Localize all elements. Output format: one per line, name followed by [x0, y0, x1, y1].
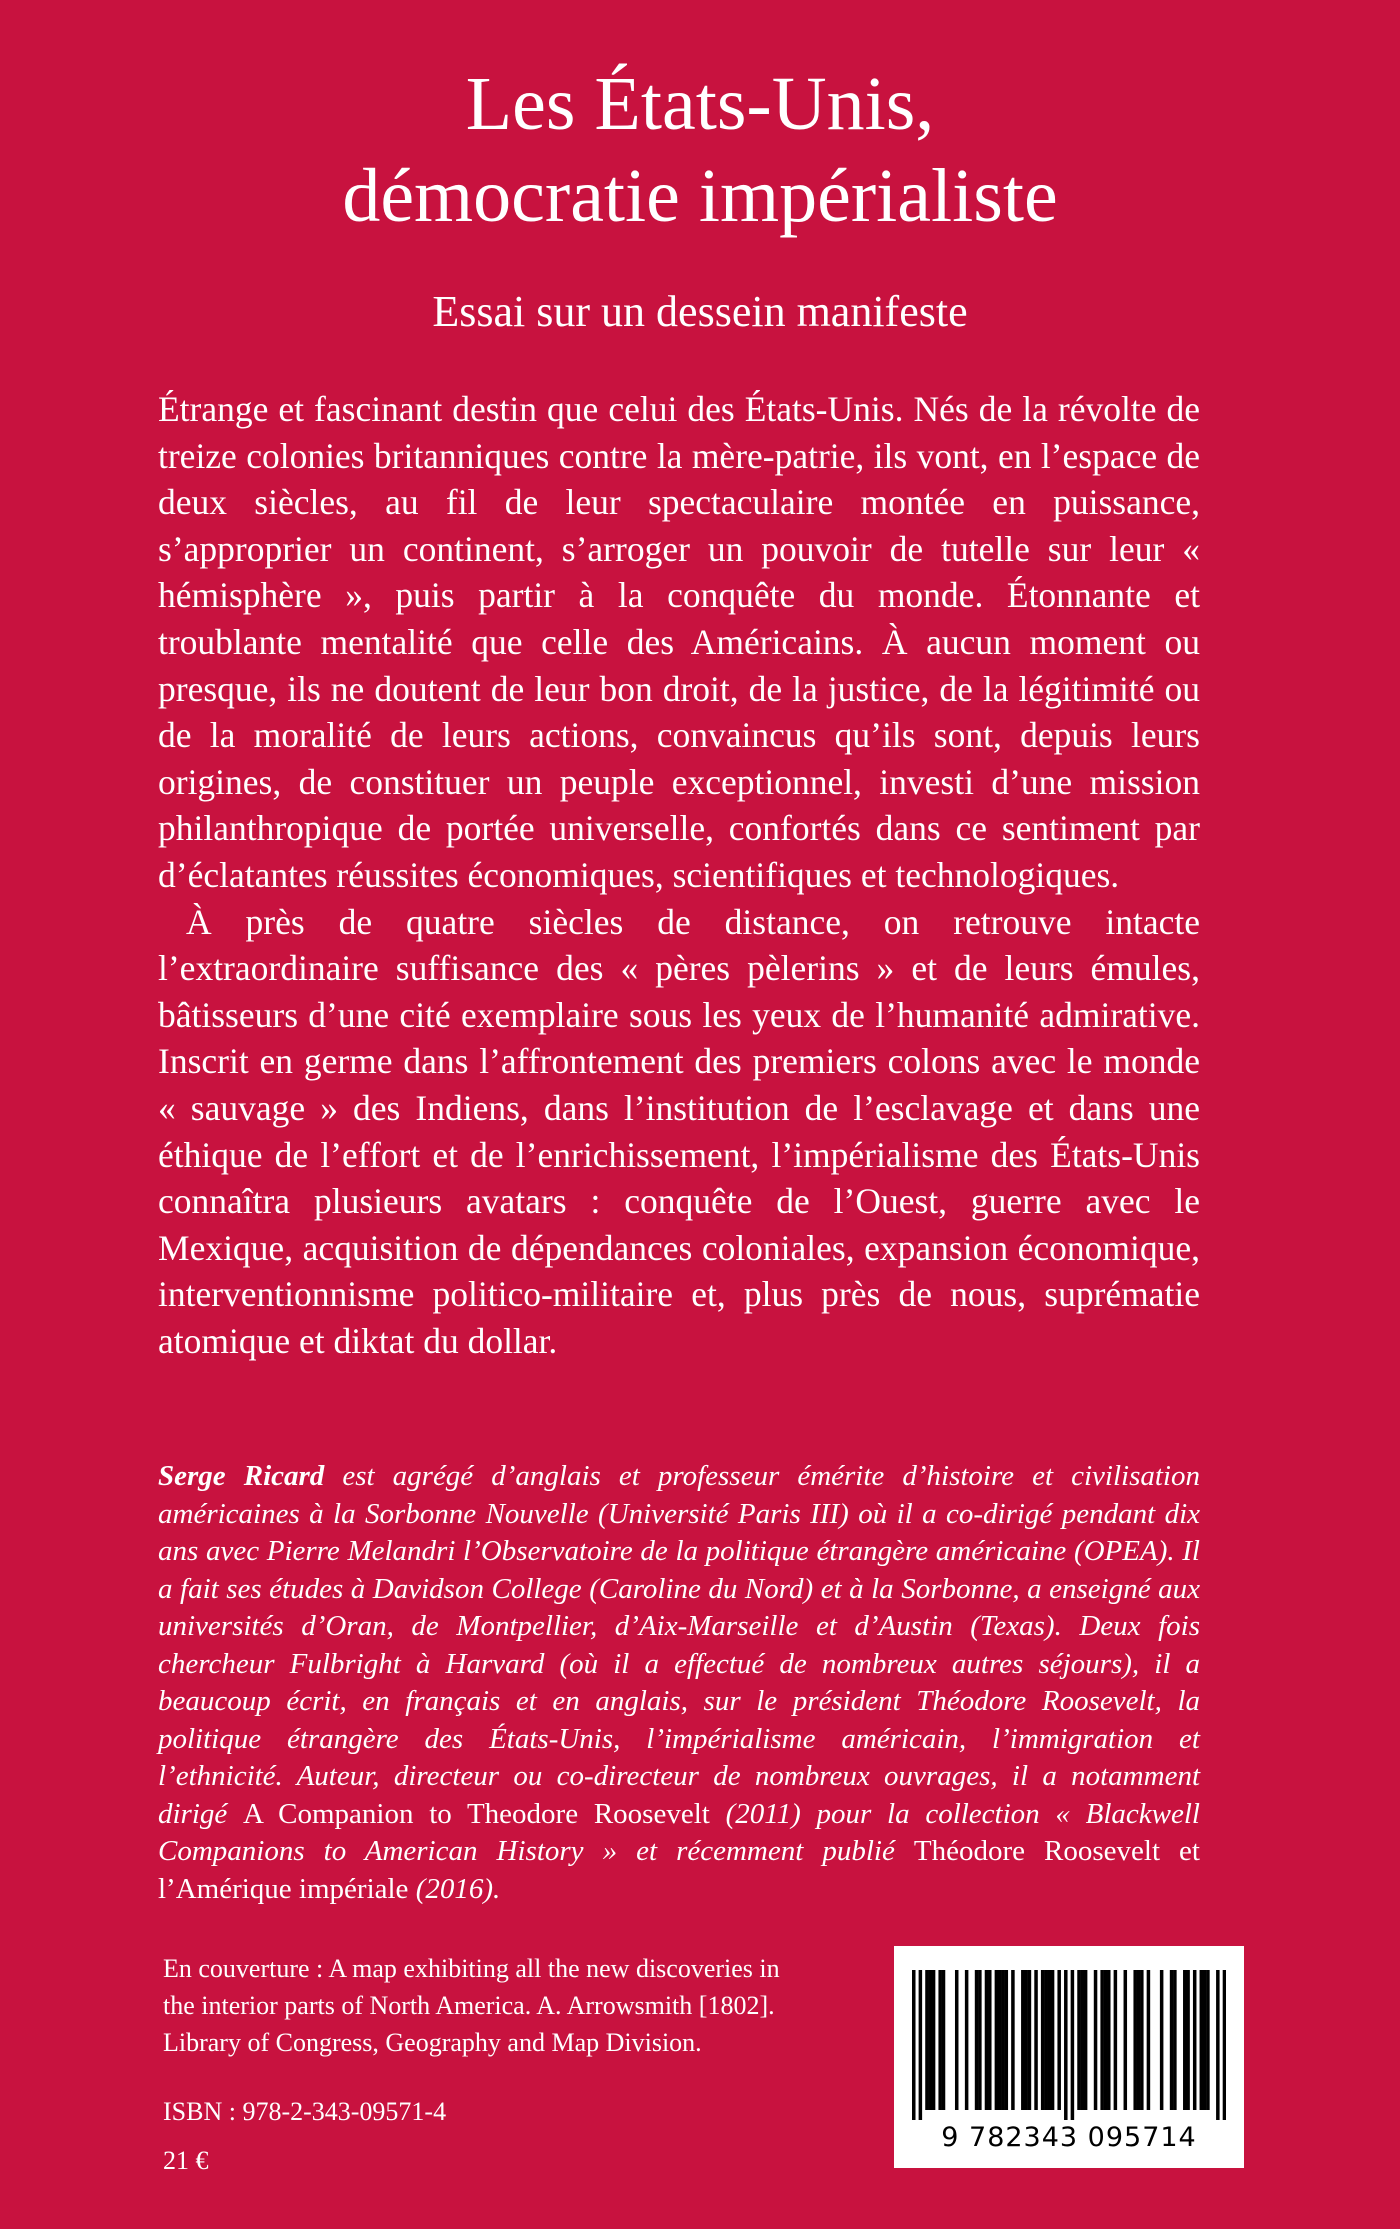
barcode-digits: 9 782343 095714 [941, 2122, 1197, 2153]
barcode-bar [1170, 1970, 1174, 2110]
barcode-bar [1137, 1970, 1141, 2110]
barcode-bar [942, 1970, 946, 2110]
barcode-bar [1077, 1970, 1081, 2110]
barcode-bar [995, 1970, 999, 2110]
blurb [158, 386, 1200, 1364]
barcode-bar [1071, 1970, 1075, 2120]
barcode-bar [1216, 1970, 1220, 2120]
barcode-bar [1186, 1970, 1190, 2110]
barcode-bar [975, 1970, 979, 2110]
barcode-bar [1173, 1970, 1177, 2110]
barcode-icon [912, 1970, 1226, 2120]
barcode-bar [1193, 1970, 1197, 2110]
barcode-bar [932, 1970, 936, 2110]
barcode-bar [1048, 1970, 1052, 2110]
price: 21 € [163, 2146, 209, 2175]
barcode-bar [1147, 1970, 1151, 2110]
barcode-bar [1203, 1970, 1207, 2110]
blurb-paragraph-1: Étrange et fascinant destin que celui des États-Unis. Nés de la révolte de treize colonies britanniques contre la mère-patrie, ils vont, en l’espace de deux siècles, au fil de leur spectaculaire montée en puissance, s’approprier un continent, s’arroger un pouvoir de tutelle sur leur « hémisphère », puis partir à la conquête du monde. Étonnante et troublante mentalité que celle des Américains. À aucun moment ou presque, ils ne doutent de leur bon droit, de la justice, de la légitimité ou de la moralité de leurs actions, convaincus qu’ils sont, depuis leurs origines, de constituer un peuple exceptionnel, investi d’une mission philanthropique de portée universelle, confortés dans ce sentiment par d’éclatantes réussites économiques, scientifiques et technologiques. [158, 389, 1200, 895]
barcode-bar [925, 1970, 929, 2110]
barcode-bar [1183, 1970, 1187, 2110]
cover-credit: En couverture : A map exhibiting all the new discoveries in the interior parts of North America. A. Arrowsmith [1802]. Library of Congress, Geography and Map Division. [163, 1954, 780, 2057]
barcode-bar [1104, 1970, 1108, 2110]
barcode-bar [929, 1970, 933, 2110]
isbn: ISBN : 978-2-343-09571-4 [163, 2097, 447, 2126]
author-bio [158, 1458, 1200, 1908]
barcode-bar [1094, 1970, 1098, 2110]
barcode-bar [1100, 1970, 1104, 2110]
barcode-bar [1124, 1970, 1128, 2110]
barcode-bar [912, 1970, 916, 2120]
barcode-bar [955, 1970, 959, 2110]
barcode-bar [1005, 1970, 1009, 2110]
bio-text-2: (2011) pour la collection « Blackwell Companions to American History » et récemment publié [158, 1797, 1200, 1867]
barcode-bar [1140, 1970, 1144, 2110]
barcode-bar [919, 1970, 923, 2120]
barcode-bar [1001, 1970, 1005, 2110]
barcode-bar [1041, 1970, 1045, 2110]
barcode-bar [1051, 1970, 1055, 2110]
barcode-bar [1011, 1970, 1015, 2110]
barcode-bar [998, 1970, 1002, 2110]
barcode-bar [1044, 1970, 1048, 2110]
barcode-bar [1021, 1970, 1025, 2110]
barcode-bar [1200, 1970, 1204, 2110]
blurb-paragraph-2: À près de quatre siècles de distance, on retrouve intacte l’extraordinaire suffisance des « pères pèlerins » et de leurs émules, bâtisseurs d’une cité exemplaire sous les yeux de l’humanité admirative. Inscrit en germe dans l’affrontement des premiers colons avec le monde « sauvage » des Indiens, dans l’institution de l’esclavage et dans une éthique de l’effort et de l’enrichissement, l’impérialisme des États-Unis connaîtra plusieurs avatars : conquête de l’Ouest, guerre avec le Mexique, acquisition de dépendances coloniales, expansion économique, interventionnisme politico-militaire et, plus près de nous, suprématie atomique et diktat du dollar. [158, 901, 1200, 1361]
barcode-bar [1028, 1970, 1032, 2110]
barcode-bar [1034, 1970, 1038, 2110]
title-line-1: Les États-Unis, [465, 62, 935, 146]
barcode-bar [1084, 1970, 1088, 2110]
author-name: Serge Ricard [158, 1460, 325, 1492]
barcode-bar [988, 1970, 992, 2110]
book-subtitle: Essai sur un dessein manifeste [432, 287, 968, 336]
barcode-bar [1133, 1970, 1137, 2110]
bio-book-title-1: A Companion to Theodore Roosevelt [243, 1797, 710, 1830]
bio-book-title-2: Théodore Roosevelt et l’Amérique impériale [158, 1835, 1200, 1905]
barcode-bar [1223, 1970, 1226, 2120]
barcode-bar [1081, 1970, 1085, 2110]
barcode-bar [1024, 1970, 1028, 2110]
barcode-bar [1107, 1970, 1111, 2110]
title-line-2: démocratie impérialiste [342, 154, 1058, 238]
barcode-bar [978, 1970, 982, 2110]
barcode-bar [965, 1970, 969, 2110]
book-title [0, 58, 1400, 242]
bio-text-3: (2016). [408, 1872, 501, 1905]
barcode-bar [938, 1970, 942, 2110]
barcode-bar [1064, 1970, 1068, 2120]
barcode-bar [1057, 1970, 1061, 2110]
bio-text-1: est agrégé d’anglais et professeur émérite d’histoire et civilisation américaines à la Sorbonne Nouvelle (Université Paris III) où il a co-dirigé pendant dix ans avec Pierre Melandri l’Observatoire de la politique étrangère américaine (OPEA). Il a fait ses études à Davidson College (Caroline du Nord) et à la Sorbonne, a enseigné aux universités d’Oran, de Montpellier, d’Aix-Marseille et d’Austin (Texas). Deux fois chercheur Fulbright à Harvard (où il a effectué de nombreux autres séjours), il a beaucoup écrit, en français et en anglais, sur le président Théodore Roosevelt, la politique étrangère des États-Unis, l’impérialisme américain, l’immigration et l’ethnicité. Auteur, directeur ou co-directeur de nombreux ouvrages, il a notamment dirigé [158, 1460, 1200, 1830]
barcode-bar [1206, 1970, 1210, 2110]
barcode-bar [985, 1970, 989, 2110]
barcode-bar [1114, 1970, 1118, 2110]
barcode-panel [894, 1946, 1244, 2168]
barcode-bar [1160, 1970, 1164, 2110]
